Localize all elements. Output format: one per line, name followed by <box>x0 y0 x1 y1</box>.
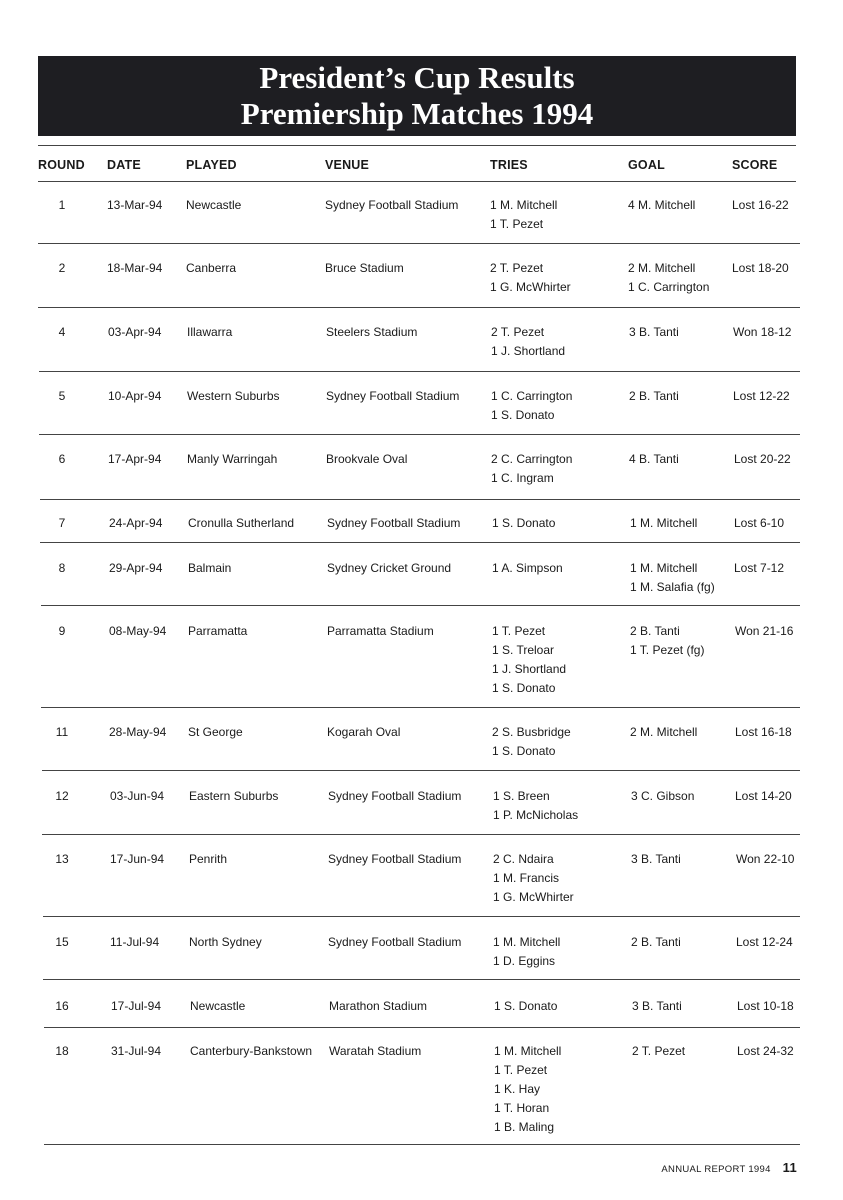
round-cell: 9 <box>58 624 66 638</box>
venue-cell: Sydney Football Stadium <box>328 789 462 803</box>
date-cell: 11-Jul-94 <box>110 935 160 949</box>
goal-kicker: 2 T. Pezet <box>632 1044 686 1058</box>
row-divider <box>39 371 800 372</box>
try-scorer: 1 B. Maling <box>494 1120 555 1134</box>
title-line-1: President’s Cup Results <box>259 60 575 95</box>
round-cell: 16 <box>55 999 69 1013</box>
opponent-cell: Illawarra <box>187 325 233 339</box>
score-cell: Lost 24-32 <box>737 1044 794 1058</box>
round-cell: 12 <box>55 789 69 803</box>
try-scorer: 1 G. McWhirter <box>490 280 571 294</box>
date-cell: 13-Mar-94 <box>107 198 163 212</box>
opponent-cell: Newcastle <box>186 198 242 212</box>
try-scorer: 2 T. Pezet <box>490 261 544 275</box>
try-scorer: 1 T. Horan <box>494 1101 550 1115</box>
date-cell: 17-Apr-94 <box>108 452 162 466</box>
opponent-cell: Newcastle <box>190 999 246 1013</box>
opponent-cell: Canberra <box>186 261 237 275</box>
try-scorer: 1 S. Donato <box>492 516 556 530</box>
round-cell: 2 <box>58 261 66 275</box>
try-scorer: 2 T. Pezet <box>491 325 545 339</box>
try-scorer: 1 C. Ingram <box>491 471 554 485</box>
round-cell: 7 <box>58 516 66 530</box>
row-divider <box>44 1144 800 1145</box>
date-cell: 31-Jul-94 <box>111 1044 162 1058</box>
try-scorer: 1 J. Shortland <box>491 344 566 358</box>
round-cell: 5 <box>58 389 66 403</box>
try-scorer: 1 J. Shortland <box>492 662 567 676</box>
round-cell: 8 <box>58 561 66 575</box>
round-cell: 13 <box>55 852 69 866</box>
venue-cell: Kogarah Oval <box>327 725 401 739</box>
score-cell: Lost 16-22 <box>732 198 789 212</box>
goal-kicker: 4 M. Mitchell <box>628 198 696 212</box>
score-cell: Lost 18-20 <box>732 261 789 275</box>
try-scorer: 1 M. Mitchell <box>490 198 558 212</box>
venue-cell: Bruce Stadium <box>325 261 404 275</box>
goal-kicker: 2 B. Tanti <box>629 389 679 403</box>
goal-kicker: 1 T. Pezet (fg) <box>630 643 705 657</box>
venue-cell: Sydney Football Stadium <box>328 935 462 949</box>
venue-cell: Parramatta Stadium <box>327 624 434 638</box>
goal-kicker: 1 C. Carrington <box>628 280 710 294</box>
goal-kicker: 3 C. Gibson <box>631 789 695 803</box>
round-cell: 15 <box>55 935 69 949</box>
score-cell: Lost 7-12 <box>734 561 785 575</box>
row-divider <box>41 707 800 708</box>
header-score: SCORE <box>732 158 778 172</box>
goal-kicker: 2 B. Tanti <box>630 624 680 638</box>
date-cell: 03-Apr-94 <box>108 325 162 339</box>
try-scorer: 1 D. Eggins <box>493 954 556 968</box>
score-cell: Lost 20-22 <box>734 452 791 466</box>
header-bottom-rule <box>38 181 796 182</box>
try-scorer: 1 A. Simpson <box>492 561 563 575</box>
score-cell: Lost 12-24 <box>736 935 793 949</box>
score-cell: Won 21-16 <box>735 624 794 638</box>
row-divider <box>42 770 800 771</box>
try-scorer: 1 M. Francis <box>493 871 560 885</box>
date-cell: 24-Apr-94 <box>109 516 163 530</box>
opponent-cell: Manly Warringah <box>187 452 278 466</box>
venue-cell: Sydney Football Stadium <box>327 516 461 530</box>
venue-cell: Brookvale Oval <box>326 452 408 466</box>
score-cell: Lost 12-22 <box>733 389 790 403</box>
goal-kicker: 2 M. Mitchell <box>628 261 696 275</box>
opponent-cell: Cronulla Sutherland <box>188 516 295 530</box>
try-scorer: 1 S. Donato <box>494 999 558 1013</box>
venue-cell: Sydney Football Stadium <box>328 852 462 866</box>
goal-kicker: 3 B. Tanti <box>629 325 679 339</box>
venue-cell: Sydney Football Stadium <box>325 198 459 212</box>
score-cell: Lost 6-10 <box>734 516 785 530</box>
page-footer <box>661 1160 797 1175</box>
score-cell: Won 18-12 <box>733 325 792 339</box>
date-cell: 08-May-94 <box>109 624 167 638</box>
score-cell: Lost 10-18 <box>737 999 794 1013</box>
date-cell: 17-Jul-94 <box>111 999 162 1013</box>
row-divider <box>42 834 800 835</box>
try-scorer: 1 S. Breen <box>493 789 550 803</box>
row-divider <box>40 499 800 500</box>
try-scorer: 1 M. Mitchell <box>494 1044 562 1058</box>
score-cell: Lost 14-20 <box>735 789 792 803</box>
opponent-cell: Penrith <box>189 852 228 866</box>
round-cell: 18 <box>55 1044 69 1058</box>
header-goal: GOAL <box>628 158 665 172</box>
venue-cell: Waratah Stadium <box>329 1044 422 1058</box>
round-cell: 6 <box>58 452 66 466</box>
date-cell: 28-May-94 <box>109 725 167 739</box>
date-cell: 29-Apr-94 <box>109 561 163 575</box>
try-scorer: 2 S. Busbridge <box>492 725 571 739</box>
opponent-cell: Balmain <box>188 561 232 575</box>
venue-cell: Marathon Stadium <box>329 999 428 1013</box>
header-played: PLAYED <box>186 158 237 172</box>
try-scorer: 1 S. Donato <box>492 744 556 758</box>
goal-kicker: 1 M. Salafia (fg) <box>630 580 715 594</box>
try-scorer: 1 C. Carrington <box>491 389 573 403</box>
opponent-cell: Canterbury-Bankstown <box>190 1044 313 1058</box>
try-scorer: 2 C. Ndaira <box>493 852 554 866</box>
page-number: 11 <box>782 1160 797 1175</box>
goal-kicker: 4 B. Tanti <box>629 452 679 466</box>
goal-kicker: 3 B. Tanti <box>631 852 681 866</box>
opponent-cell: St George <box>188 725 243 739</box>
report-title: ANNUAL REPORT 1994 <box>661 1164 771 1175</box>
round-cell: 1 <box>58 198 66 212</box>
try-scorer: 1 T. Pezet <box>492 624 546 638</box>
score-cell: Lost 16-18 <box>735 725 792 739</box>
header-tries: TRIES <box>490 158 528 172</box>
try-scorer: 1 S. Donato <box>492 681 556 695</box>
header-top-rule <box>38 145 796 146</box>
try-scorer: 1 S. Donato <box>491 408 555 422</box>
score-cell: Won 22-10 <box>736 852 795 866</box>
header-date: DATE <box>107 158 141 172</box>
goal-kicker: 2 B. Tanti <box>631 935 681 949</box>
row-divider <box>41 605 800 606</box>
header-round: ROUND <box>38 158 85 172</box>
goal-kicker: 3 B. Tanti <box>632 999 682 1013</box>
row-divider <box>44 1027 800 1028</box>
title-line-2: Premiership Matches 1994 <box>240 96 594 131</box>
row-divider <box>39 434 800 435</box>
date-cell: 18-Mar-94 <box>107 261 163 275</box>
row-divider <box>43 979 800 980</box>
opponent-cell: Western Suburbs <box>187 389 280 403</box>
try-scorer: 1 K. Hay <box>494 1082 541 1096</box>
goal-kicker: 1 M. Mitchell <box>630 516 698 530</box>
venue-cell: Steelers Stadium <box>326 325 418 339</box>
goal-kicker: 1 M. Mitchell <box>630 561 698 575</box>
row-divider <box>43 916 800 917</box>
try-scorer: 1 T. Pezet <box>494 1063 548 1077</box>
venue-cell: Sydney Cricket Ground <box>327 561 452 575</box>
try-scorer: 1 M. Mitchell <box>493 935 561 949</box>
row-divider <box>38 243 800 244</box>
date-cell: 17-Jun-94 <box>110 852 165 866</box>
try-scorer: 1 S. Treloar <box>492 643 555 657</box>
try-scorer: 1 P. McNicholas <box>493 808 579 822</box>
venue-cell: Sydney Football Stadium <box>326 389 460 403</box>
opponent-cell: Eastern Suburbs <box>189 789 279 803</box>
round-cell: 4 <box>58 325 66 339</box>
date-cell: 10-Apr-94 <box>108 389 162 403</box>
title-banner <box>38 56 796 136</box>
opponent-cell: North Sydney <box>189 935 262 949</box>
try-scorer: 1 G. McWhirter <box>493 890 574 904</box>
try-scorer: 1 T. Pezet <box>490 217 544 231</box>
header-venue: VENUE <box>325 158 370 172</box>
row-divider <box>40 542 800 543</box>
opponent-cell: Parramatta <box>188 624 248 638</box>
try-scorer: 2 C. Carrington <box>491 452 573 466</box>
goal-kicker: 2 M. Mitchell <box>630 725 698 739</box>
row-divider <box>38 307 800 308</box>
round-cell: 11 <box>55 725 69 739</box>
date-cell: 03-Jun-94 <box>110 789 165 803</box>
